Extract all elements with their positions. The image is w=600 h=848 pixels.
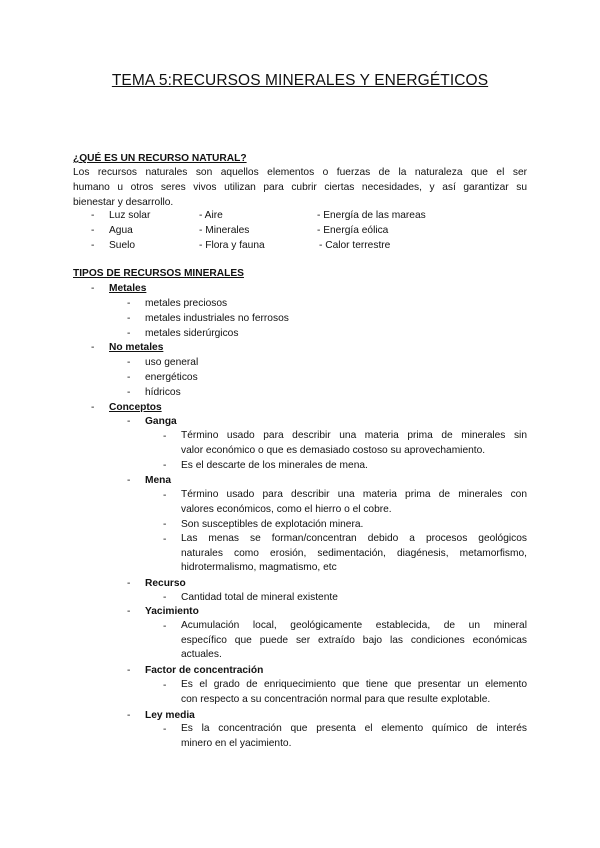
example-item: - Energía de las mareas [317,210,426,221]
example-item: Suelo [109,240,136,251]
text-line: con respecto a su concentración normal para que resulte explotable. [181,693,491,705]
concept-factor-concentracion: Factor de concentración [145,665,264,676]
bullet-dash: - [127,328,131,339]
concept-text [181,532,527,576]
bullet-dash: - [91,240,95,251]
category-metales: Metales [109,283,147,294]
concept-ganga: Ganga [145,416,177,427]
text-line: Acumulación local, geológicamente establecida, de un mineral [181,620,527,631]
text-line: valor económico o que es demasiado costoso su aprovechamiento. [181,444,486,456]
bullet-dash: - [127,606,131,617]
text-line: naturales como erosión, sedimentación, diagénesis, metamorfismo, [181,547,527,559]
text-line: específico que puede ser extraído bajo las condiciones económicas [181,634,527,646]
bullet-dash: - [127,665,131,676]
text-line: minero en el yacimiento. [181,737,292,749]
bullet-dash: - [91,283,95,294]
example-item: Luz solar [109,210,151,221]
text-line: actuales. [181,649,222,661]
bullet-dash: - [163,431,167,442]
text-line: Término usado para describir una materia prima de minerales con [181,489,527,500]
concept-text: Son susceptibles de explotación minera. [181,519,364,530]
concept-text: Es el descarte de los minerales de mena. [181,460,368,471]
section-heading-recurso-natural: ¿QUÉ ES UN RECURSO NATURAL? [73,153,247,164]
concept-recurso: Recurso [145,578,186,589]
list-item: energéticos [145,372,198,383]
example-item: - Minerales [199,225,250,236]
concept-yacimiento: Yacimiento [145,606,199,617]
bullet-dash: - [127,416,131,427]
section-heading-tipos: TIPOS DE RECURSOS MINERALES [73,268,244,279]
list-item: metales preciosos [145,298,228,309]
bullet-dash: - [91,210,95,221]
category-no-metales: No metales [109,342,164,353]
text-line: Término usado para describir una materia prima de minerales sin [181,430,527,441]
paragraph-line: bienestar y desarrollo. [73,197,174,208]
concept-text [181,678,527,707]
concept-text: Cantidad total de mineral existente [181,592,338,603]
bullet-dash: - [163,592,167,603]
concept-text [181,488,527,517]
text-line: Es el grado de enriquecimiento que tiene que presentar un elemento [181,679,527,690]
bullet-dash: - [91,225,95,236]
example-item: - Aire [199,210,223,221]
bullet-dash: - [163,490,167,501]
bullet-dash: - [163,519,167,530]
concept-text [181,722,527,751]
bullet-dash: - [91,342,95,353]
page-title: TEMA 5:RECURSOS MINERALES Y ENERGÉTICOS [111,72,489,89]
list-item: uso general [145,357,199,368]
bullet-dash: - [127,357,131,368]
bullet-dash: - [127,710,131,721]
example-item: - Flora y fauna [199,240,265,251]
text-line: hidrotermalismo, magmatismo, etc [181,562,337,574]
paragraph-line: humano u otros seres vivos utilizan para cubrir ciertas necesidades, y así garantizar su [73,182,527,193]
category-conceptos: Conceptos [109,402,162,413]
text-line: Es la concentración que presenta el elemento químico de interés [181,723,527,734]
bullet-dash: - [127,475,131,486]
concept-mena: Mena [145,475,172,486]
concept-ley-media: Ley media [145,710,195,721]
bullet-dash: - [163,621,167,632]
list-item: metales industriales no ferrosos [145,313,289,324]
bullet-dash: - [91,402,95,413]
paragraph-line: Los recursos naturales son aquellos elementos o fuerzas de la naturaleza que el ser [73,167,527,178]
bullet-dash: - [127,372,131,383]
concept-text [181,429,527,458]
bullet-dash: - [127,578,131,589]
text-line: Las menas se forman/concentran debido a procesos geológicos [181,533,527,544]
bullet-dash: - [163,534,167,545]
example-item: - Calor terrestre [319,240,391,251]
example-item: - Energía eólica [317,225,389,236]
concept-text [181,619,527,663]
bullet-dash: - [127,298,131,309]
example-item: Agua [109,225,133,236]
text-line: valores económicos, como el hierro o el cobre. [181,503,392,515]
list-item: hídricos [145,387,181,398]
bullet-dash: - [127,313,131,324]
intro-paragraph [73,165,527,210]
list-item: metales siderúrgicos [145,328,239,339]
bullet-dash: - [163,460,167,471]
bullet-dash: - [127,387,131,398]
bullet-dash: - [163,724,167,735]
bullet-dash: - [163,680,167,691]
